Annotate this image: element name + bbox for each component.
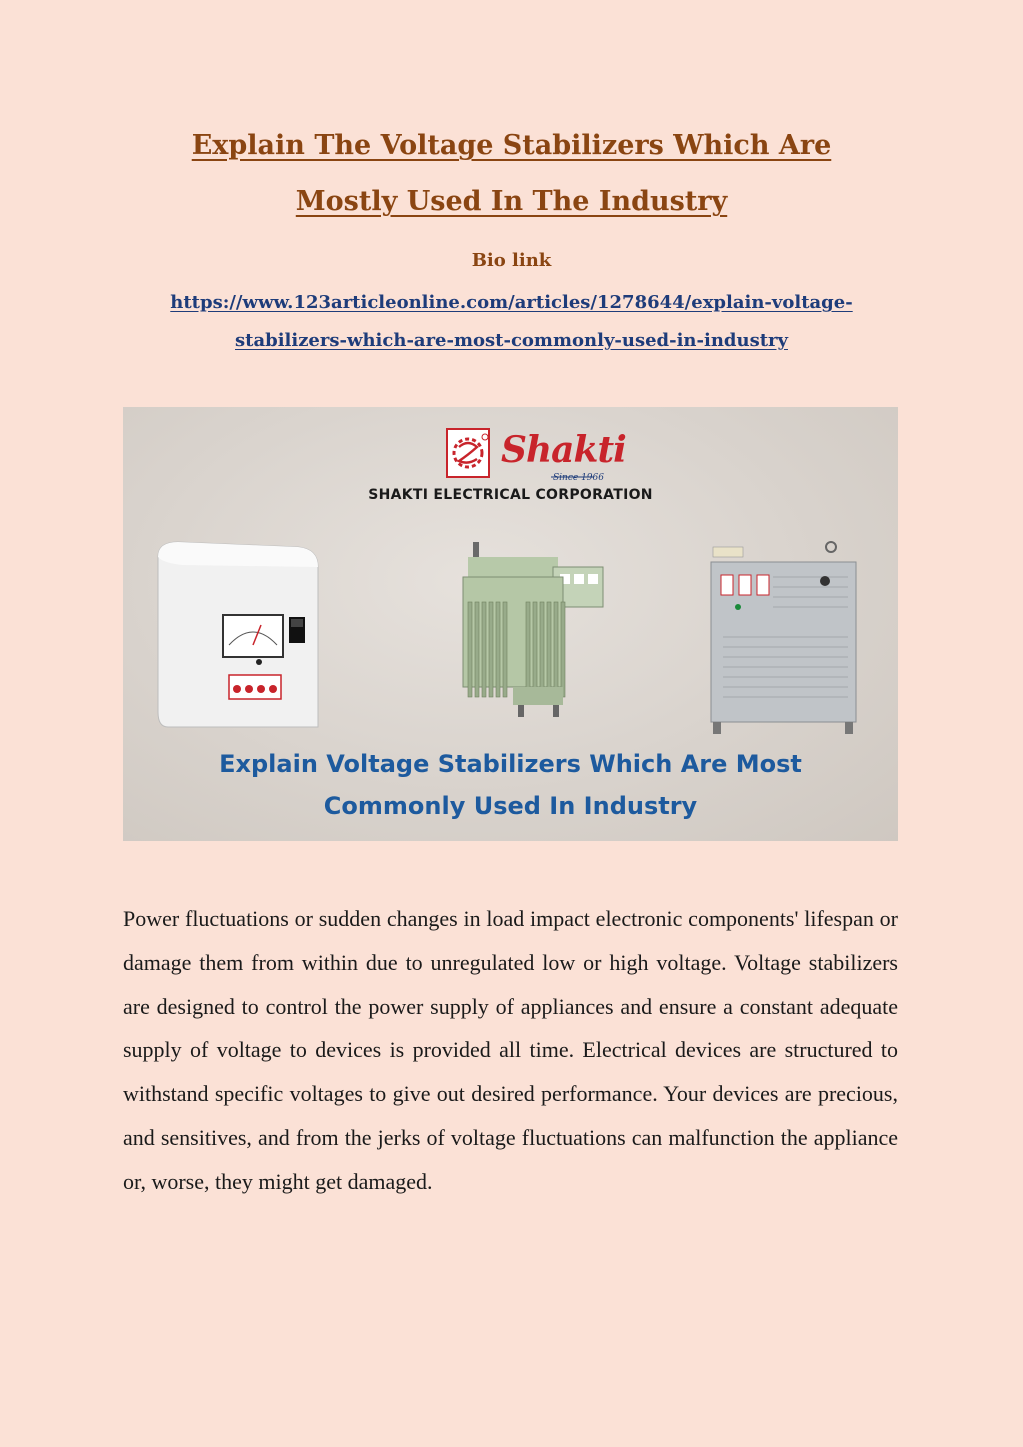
bio-link-url[interactable] — [100, 284, 923, 360]
article-body-paragraph: Power fluctuations or sudden changes in load impact electronic components' lifespan or damage them from within due to unregulated low or high voltage. Voltage stabilizers are designed to control the power supply of appliances and ensure a constant adequate supply of voltage to devices is provided all time. Electrical devices are structured to withstand specific voltages to give out desired performance. Your devices are precious, and sensitives, and from the jerks of voltage fluctuations can malfunction the appliance or, worse, they might get damaged. — [123, 906, 898, 1194]
article-title-line-2: Mostly Used In The Industry — [295, 186, 728, 217]
shakti-logo-emblem-icon — [447, 429, 489, 477]
article-title-line-1: Explain The Voltage Stabilizers Which Are — [191, 130, 832, 161]
shakti-brand-logo: Shakti — [501, 429, 626, 471]
bio-link-url-line-1[interactable]: https://www.123articleonline.com/articles/1278644/explain-voltage- — [170, 292, 853, 313]
article-banner-image — [123, 407, 898, 841]
since-year-label: Since 1966 — [553, 473, 604, 483]
air-cooled-stabilizer-icon — [711, 542, 856, 734]
article-title — [60, 118, 963, 230]
bio-link-url-line-2[interactable]: stabilizers-which-are-most-commonly-used-in-industry — [235, 330, 788, 351]
company-name: SHAKTI ELECTRICAL CORPORATION — [368, 487, 653, 503]
banner-caption-line-1: Explain Voltage Stabilizers Which Are Most — [219, 750, 802, 778]
servo-stabilizer-cabinet-icon — [158, 542, 318, 727]
bio-link-label: Bio link — [471, 250, 552, 271]
oil-cooled-stabilizer-icon — [463, 542, 603, 717]
banner-caption-line-2: Commonly Used In Industry — [323, 792, 698, 820]
banner-caption — [123, 743, 898, 827]
